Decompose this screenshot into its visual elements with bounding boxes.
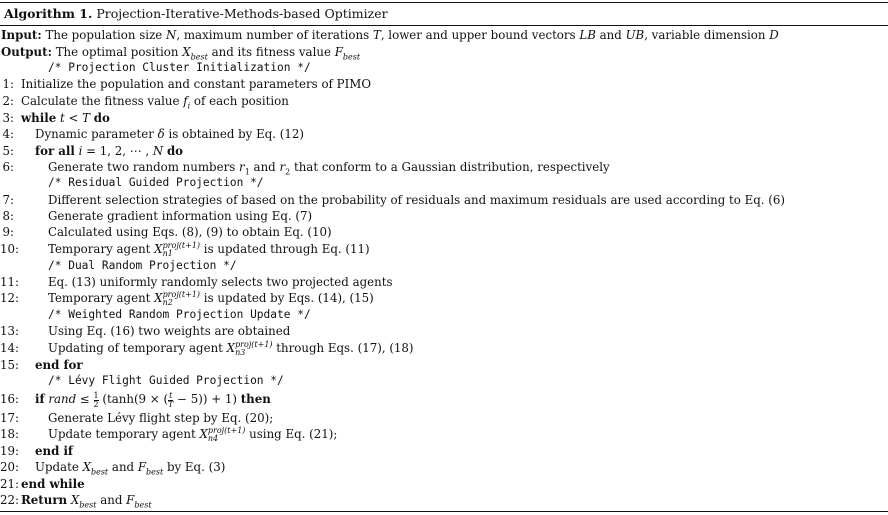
step-10: 10: Temporary agent X proj(t+1) n1 is updated through Eq. (11) [0,241,370,258]
comment-levy-flight: /* Lévy Flight Guided Projection */ [48,374,284,387]
step-13: 13: Using Eq. (16) two weights are obtained [0,324,291,338]
comment-line [0,258,888,274]
step-12: 12: Temporary agent X proj(t+1) n2 is updated by Eqs. (14), (15) [0,290,374,307]
step-18: 18: Update temporary agent X proj(t+1) n4 using Eq. (21); [0,426,338,443]
step-19: 19: end if [0,444,73,458]
algorithm-title: Projection-Iterative-Methods-based Optimizer [96,6,388,21]
top-rule [0,2,888,3]
step-15: 15: end for [0,358,83,372]
step-22: 22: Return $X_{best}$ and $F_{best}$ [0,493,152,510]
algorithm-label: Algorithm 1. [4,6,93,21]
step-16: 16: if rand ≤ $\frac{1}{2}$ (tanh(9 × ( $\frac{t}{T}$ − 5)) + 1) then [0,390,271,409]
step-3: 3: while t < T do [2,111,110,125]
output-label: Output: [1,45,52,59]
algorithm-header [4,6,388,21]
comment-residual-guided: /* Residual Guided Projection */ [48,176,264,189]
step-7: 7: Different selection strategies of based on the probability of residuals and maximum residuals are used according to Eq. (6) [2,193,785,207]
bottom-rule [0,511,888,512]
step-14: 14: Updating of temporary agent X proj(t+1) n3 through Eqs. (17), (18) [0,340,414,357]
input-label: Input: [1,28,42,42]
step-4: 4: Dynamic parameter δ is obtained by Eq. (12) [2,127,304,141]
comment-dual-random: /* Dual Random Projection */ [48,259,237,272]
comment-line [0,60,888,76]
output-text: The optimal position $X_{best}$ and its fitness value $F_{best}$ [55,45,361,62]
step-2: 2: Calculate the fitness value $f_i$ of each position [2,94,289,111]
comment-line [0,175,888,191]
step-8: 8: Generate gradient information using Eq. (7) [2,209,313,223]
comment-projection-cluster-init: /* Projection Cluster Initialization */ [48,61,311,74]
comment-weighted-random: /* Weighted Random Projection Update */ [48,308,311,321]
step-9: 9: Calculated using Eqs. (8), (9) to obtain Eq. (10) [2,225,332,239]
comment-line [0,373,888,389]
step-21: 21: end while [0,477,85,491]
comment-line [0,307,888,323]
step-20: 20: Update $X_{best}$ and $F_{best}$ by Eq. (3) [0,460,226,477]
step-17: 17: Generate Lévy flight step by Eq. (20); [0,411,274,425]
header-rule [0,25,888,26]
output-line [0,44,888,60]
input-line [0,27,888,43]
input-text: The population size N, maximum number of iterations T, lower and upper bound vectors LB and UB, variable dimension D [45,28,779,42]
step-1: 1: Initialize the population and constant parameters of PIMO [2,77,372,91]
step-5: 5: for all i = 1, 2, ⋯ , N do [2,144,184,158]
step-6: 6: Generate two random numbers $r_1$ and $r_2$ that conform to a Gaussian distribution, respectively [2,160,610,177]
step-11: 11: Eq. (13) uniformly randomly selects two projected agents [0,275,393,289]
